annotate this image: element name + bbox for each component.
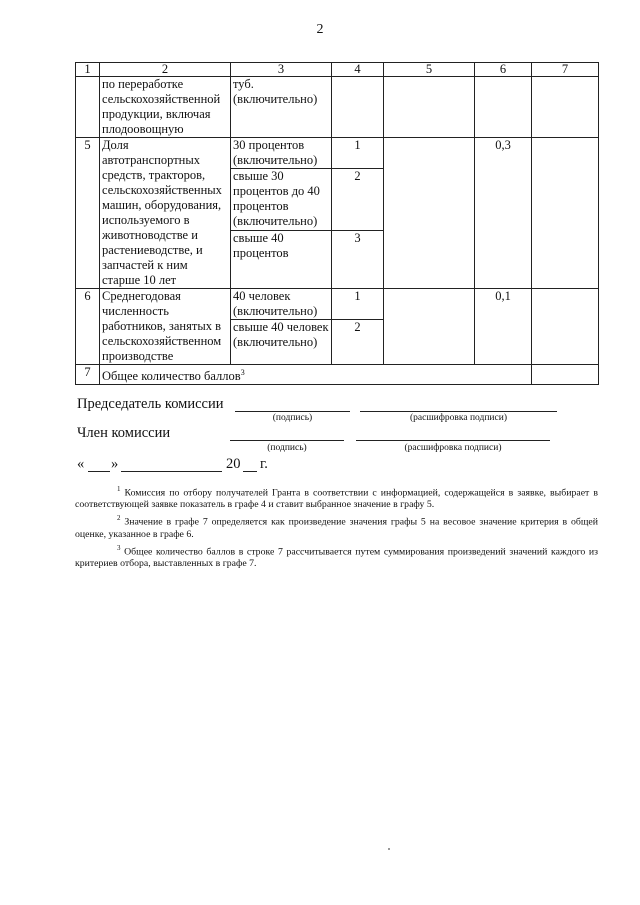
- option-score: 1: [332, 289, 384, 320]
- footnotes: [75, 483, 598, 571]
- member-decode-line[interactable]: [356, 440, 550, 441]
- date-year-line[interactable]: [243, 471, 257, 472]
- row-number: 5: [76, 138, 100, 289]
- criterion-weight: 0,1: [475, 289, 532, 365]
- criterion-weight: 0,3: [475, 138, 532, 289]
- table-row: [76, 138, 599, 169]
- weighted-score-cell[interactable]: [532, 138, 599, 289]
- scan-speck: [388, 848, 390, 850]
- row-number: 6: [76, 289, 100, 365]
- col-header: 2: [100, 63, 231, 77]
- weighted-score-cell[interactable]: [532, 289, 599, 365]
- table-row: [76, 289, 599, 320]
- cont-option-text: туб. (включительно): [231, 77, 332, 138]
- table-row: [76, 77, 599, 138]
- option-label: свыше 40 человек (включительно): [231, 320, 332, 365]
- footnote: $^2$ Значение в графе 7 определяется как произведение значения графы 5 на весовое значение критерия в общей оценке, указанное в графе 6.: [75, 514, 599, 540]
- page-number: 2: [316, 22, 324, 37]
- criterion-name: Доля автотранспортных средств, тракторов, сельскохозяйственных машин, оборудования, используемого в животноводстве и растениеводстве, и запчастей к ним старше 10 лет: [100, 138, 231, 289]
- date-year-suffix: г.: [260, 456, 268, 472]
- col-header: 3: [231, 63, 332, 77]
- member-signature-line[interactable]: [230, 440, 344, 441]
- member-decode-caption: (расшифровка подписи): [404, 443, 502, 453]
- chair-decode-line[interactable]: [360, 411, 557, 412]
- option-score: 1: [332, 138, 384, 169]
- date-year-prefix: 20: [226, 456, 241, 472]
- score-cell[interactable]: [384, 138, 475, 289]
- chair-label: Председатель комиссии: [77, 396, 224, 412]
- date-month-line[interactable]: [121, 471, 222, 472]
- chair-sign-caption: (подпись): [272, 413, 313, 423]
- total-label: Общее количество баллов$^3$: [100, 365, 532, 385]
- date-open-quote: «: [77, 456, 85, 472]
- member-sign-caption: (подпись): [267, 443, 307, 453]
- footnote: $^3$ Общее количество баллов в строке 7 рассчитывается путем суммирования произведений значений каждого из критериев отбора, выставленных в графе 7.: [75, 543, 598, 569]
- option-label: 40 человек (включительно): [231, 289, 332, 320]
- option-score: 3: [332, 230, 384, 288]
- header-row: [76, 63, 599, 77]
- footnote: $^1$ Комиссия по отбору получателей Гранта в соответствии с информацией, содержащейся в заявке, выбирает в соответствующей заявке показатель в графе 4 и ставит выбранное значение в графу 5.: [75, 485, 599, 511]
- col-header: 4: [332, 63, 384, 77]
- row-number: 7: [76, 365, 100, 385]
- criteria-table: [75, 62, 599, 385]
- col-header: 7: [532, 63, 599, 77]
- col-header: 1: [76, 63, 100, 77]
- score-cell[interactable]: [384, 289, 475, 365]
- col-header: 5: [384, 63, 475, 77]
- member-label: Член комиссии: [77, 425, 171, 441]
- total-score-cell[interactable]: [532, 365, 599, 385]
- chair-signature-line[interactable]: [235, 411, 350, 412]
- col-header: 6: [475, 63, 532, 77]
- option-label: 30 процентов (включительно): [231, 138, 332, 169]
- cont-criterion-text: по переработке сельскохозяйственной продукции, включая плодоовощную: [100, 77, 231, 138]
- option-label: свыше 40 процентов: [231, 230, 332, 288]
- criterion-name: Среднегодовая численность работников, занятых в сельскохозяйственном производстве: [100, 289, 231, 365]
- table-row: [76, 365, 599, 385]
- chair-decode-caption: (расшифровка подписи): [410, 413, 507, 423]
- date-close-quote: »: [111, 456, 119, 472]
- option-label: свыше 30 процентов до 40 процентов (включительно): [231, 169, 332, 230]
- date-day-line[interactable]: [88, 471, 110, 472]
- option-score: 2: [332, 320, 384, 365]
- option-score: 2: [332, 169, 384, 230]
